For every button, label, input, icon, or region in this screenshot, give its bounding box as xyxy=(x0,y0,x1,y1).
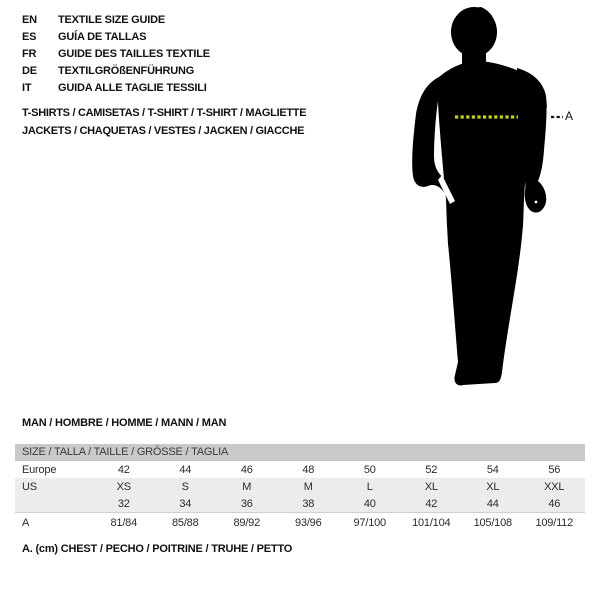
category-jackets: JACKETS / CHAQUETAS / VESTES / JACKEN / GIACCHE xyxy=(22,125,305,137)
size-cell: 105/108 xyxy=(462,513,524,533)
size-cell: 85/88 xyxy=(155,513,217,533)
table-row-numeric xyxy=(15,495,585,513)
category-tshirts: T-SHIRTS / CAMISETAS / T-SHIRT / T-SHIRT / MAGLIETTE xyxy=(22,107,307,119)
size-table xyxy=(15,461,585,532)
size-cell: 42 xyxy=(117,463,130,476)
section-title-man: MAN / HOMBRE / HOMME / MANN / MAN xyxy=(22,417,227,429)
language-item xyxy=(22,46,210,63)
row-label: US xyxy=(15,478,93,495)
language-code: EN xyxy=(22,14,37,26)
size-cell: S xyxy=(155,478,217,495)
size-table-header: SIZE / TALLA / TAILLE / GRÖSSE / TAGLIA xyxy=(15,444,585,461)
language-label: TEXTILE SIZE GUIDE xyxy=(58,14,166,26)
table-row-us xyxy=(15,478,585,495)
size-cell: 89/92 xyxy=(216,513,278,533)
size-cell: 50 xyxy=(363,463,376,476)
size-cell: XXL xyxy=(524,478,586,495)
chest-footnote: A. (cm) CHEST / PECHO / POITRINE / TRUHE / PETTO xyxy=(22,543,293,555)
size-cell: 81/84 xyxy=(93,513,155,533)
size-cell: 54 xyxy=(486,463,499,476)
table-row-chest-a xyxy=(15,513,585,533)
size-cell: L xyxy=(339,478,401,495)
language-label: GUIDE DES TAILLES TEXTILE xyxy=(58,48,210,60)
row-label xyxy=(15,495,93,513)
row-label: Europe xyxy=(22,463,57,476)
size-cell: XL xyxy=(462,478,524,495)
size-cell: XS xyxy=(93,478,155,495)
language-code: IT xyxy=(22,82,32,94)
language-label: GUÍA DE TALLAS xyxy=(58,31,147,43)
size-cell: 38 xyxy=(278,495,340,513)
language-code: ES xyxy=(22,31,37,43)
size-cell: M xyxy=(216,478,278,495)
language-item xyxy=(22,29,210,46)
language-item xyxy=(22,80,210,97)
language-item xyxy=(22,12,210,29)
size-cell: 56 xyxy=(548,463,561,476)
language-label: GUIDA ALLE TAGLIE TESSILI xyxy=(58,82,207,94)
size-cell: 109/112 xyxy=(524,513,586,533)
size-cell: XL xyxy=(401,478,463,495)
size-cell: 46 xyxy=(524,495,586,513)
measurement-a-label: A xyxy=(565,109,574,123)
size-cell: 46 xyxy=(240,463,253,476)
row-label: A xyxy=(15,513,93,533)
size-cell: 44 xyxy=(179,463,192,476)
man-silhouette-graphic xyxy=(405,4,583,394)
size-cell: 97/100 xyxy=(339,513,401,533)
size-cell: 40 xyxy=(339,495,401,513)
size-cell: 34 xyxy=(155,495,217,513)
language-item xyxy=(22,63,210,80)
size-cell: M xyxy=(278,478,340,495)
man-silhouette-figure xyxy=(405,4,583,394)
language-list xyxy=(22,12,210,97)
size-cell: 44 xyxy=(462,495,524,513)
language-code: FR xyxy=(22,48,37,60)
size-cell: 101/104 xyxy=(401,513,463,533)
size-cell: 36 xyxy=(216,495,278,513)
size-cell: 52 xyxy=(425,463,438,476)
size-cell: 42 xyxy=(401,495,463,513)
size-cell: 32 xyxy=(93,495,155,513)
table-row-europe xyxy=(15,461,585,478)
language-code: DE xyxy=(22,65,37,77)
category-list xyxy=(22,104,306,140)
size-cell: 48 xyxy=(302,463,315,476)
size-cell: 93/96 xyxy=(278,513,340,533)
language-label: TEXTILGRÖßENFÜHRUNG xyxy=(58,65,195,77)
